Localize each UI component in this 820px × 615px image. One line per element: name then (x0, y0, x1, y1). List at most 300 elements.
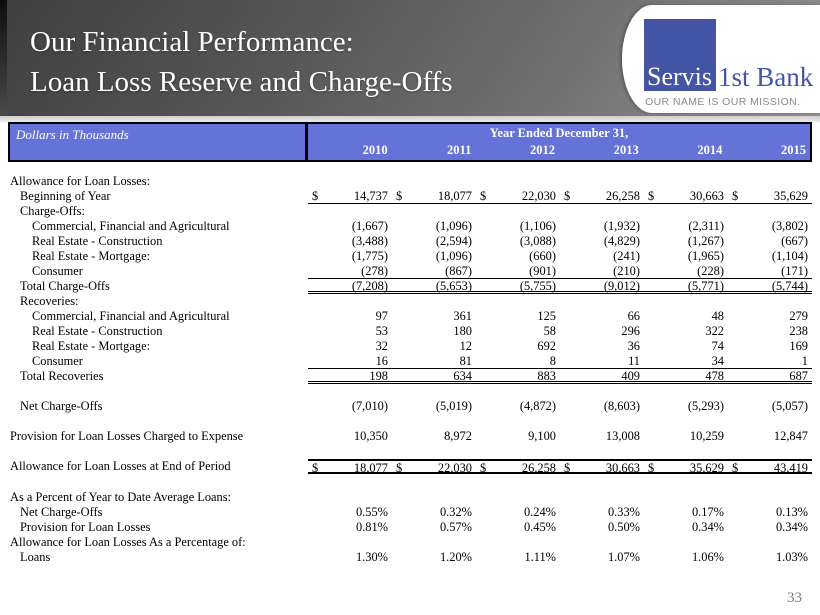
dollar-sign: $ (648, 461, 655, 475)
value-cell (560, 309, 644, 324)
row-label: Beginning of Year (20, 189, 111, 203)
page-number: 33 (787, 590, 802, 606)
value-cell (308, 354, 392, 368)
year-ended-label: Year Ended December 31, (489, 126, 629, 140)
cell-value: 0.17% (691, 505, 724, 519)
cell-value: (8,603) (603, 399, 640, 413)
row-values (308, 505, 812, 520)
title-line-1: Our Financial Performance: (30, 26, 354, 58)
cell-value: 32 (375, 339, 388, 353)
value-cell (728, 249, 812, 264)
value-cell (308, 369, 392, 381)
value-cell (476, 189, 560, 203)
cell-value: (228) (697, 264, 724, 278)
value-cell (392, 550, 476, 565)
value-cell (476, 279, 560, 291)
value-cell (560, 279, 644, 291)
row-label: Real Estate - Construction (32, 324, 163, 338)
value-cell (308, 399, 392, 414)
value-cell (392, 219, 476, 234)
value-cell (476, 354, 560, 368)
logo-panel (622, 5, 820, 113)
cell-value: 634 (453, 369, 472, 383)
table-year-header (308, 124, 810, 160)
cell-value: 279 (789, 309, 808, 323)
cell-value: 180 (453, 324, 472, 338)
year-column-2011: 2011 (447, 143, 472, 157)
row-label: As a Percent of Year to Date Average Loans: (10, 490, 232, 504)
table-row (8, 324, 812, 339)
value-cell (476, 461, 560, 475)
row-values (308, 174, 812, 189)
dollar-sign: $ (396, 461, 403, 475)
value-cell (728, 189, 812, 203)
value-cell (560, 339, 644, 354)
cell-value: 296 (621, 324, 640, 338)
value-cell (560, 354, 644, 368)
table-row (8, 189, 812, 204)
value-cell (560, 505, 644, 520)
cell-value: 0.34% (691, 520, 724, 534)
value-cell (392, 339, 476, 354)
value-cell (560, 324, 644, 339)
value-cell (728, 219, 812, 234)
row-label: Real Estate - Construction (32, 234, 163, 248)
value-cell (644, 354, 728, 368)
row-values (308, 189, 812, 204)
cell-value: (278) (361, 264, 388, 278)
value-cell (728, 339, 812, 354)
table-rows (8, 174, 812, 565)
cell-value: 0.34% (775, 520, 808, 534)
dollar-sign: $ (648, 189, 655, 203)
cell-value: (1,104) (771, 249, 808, 263)
cell-value: (1,267) (687, 234, 724, 248)
value-cell (560, 234, 644, 249)
row-values (308, 324, 812, 339)
cell-value: 16 (375, 354, 388, 368)
value-cell (392, 520, 476, 535)
value-cell (644, 249, 728, 264)
value-cell (476, 324, 560, 339)
value-cell (644, 189, 728, 203)
row-values (308, 249, 812, 264)
cell-value: (867) (445, 264, 472, 278)
value-cell (476, 520, 560, 535)
cell-value: 1.07% (607, 550, 640, 564)
cell-value: (3,802) (771, 219, 808, 233)
table-row (8, 369, 812, 384)
cell-value: 66 (627, 309, 640, 323)
cell-value: 10,259 (689, 429, 724, 443)
cell-value: 0.57% (439, 520, 472, 534)
value-cell (644, 461, 728, 475)
row-values (308, 399, 812, 414)
value-cell (644, 339, 728, 354)
row-label: Net Charge-Offs (20, 399, 103, 413)
cell-value: 11 (628, 354, 640, 368)
row-label: Commercial, Financial and Agricultural (32, 309, 230, 323)
value-cell (644, 234, 728, 249)
cell-value: (1,096) (435, 249, 472, 263)
row-label: Total Charge-Offs (20, 279, 110, 293)
row-label: Commercial, Financial and Agricultural (32, 219, 230, 233)
table-row (8, 354, 812, 369)
row-label: Real Estate - Mortgage: (32, 249, 151, 263)
logo-name-part1: Servis (647, 62, 712, 91)
logo-tagline: OUR NAME IS OUR MISSION. (645, 96, 801, 108)
value-cell (476, 550, 560, 565)
dollar-sign: $ (396, 189, 403, 203)
value-cell (308, 234, 392, 249)
value-cell (560, 550, 644, 565)
cell-value: (5,771) (687, 279, 724, 293)
table-row (8, 219, 812, 234)
table-caption: Dollars in Thousands (10, 124, 308, 160)
year-column-2010: 2010 (362, 143, 388, 157)
value-cell (476, 339, 560, 354)
cell-value: 26,258 (605, 189, 640, 203)
value-cell (560, 461, 644, 475)
cell-value: 0.50% (607, 520, 640, 534)
cell-value: 9,100 (528, 429, 556, 443)
value-cell (728, 324, 812, 339)
table-row (8, 550, 812, 565)
cell-value: (5,019) (435, 399, 472, 413)
table-row (8, 520, 812, 535)
bank-logo (644, 19, 813, 91)
value-cell (644, 520, 728, 535)
cell-value: (2,594) (435, 234, 472, 248)
cell-value: 409 (621, 369, 640, 383)
value-cell (728, 264, 812, 278)
cell-value: (1,965) (687, 249, 724, 263)
value-cell (560, 249, 644, 264)
cell-value: 1.30% (355, 550, 388, 564)
cell-value: 1 (801, 354, 808, 368)
year-column-2013: 2013 (613, 143, 639, 157)
row-label: Real Estate - Mortgage: (32, 339, 151, 353)
row-label: Consumer (32, 354, 83, 368)
value-cell (476, 264, 560, 278)
row-label: Charge-Offs: (20, 204, 85, 218)
cell-value: (1,096) (435, 219, 472, 233)
cell-value: (660) (529, 249, 556, 263)
value-cell (308, 520, 392, 535)
row-values (308, 520, 812, 535)
row-values (308, 294, 812, 309)
cell-value: 35,629 (773, 189, 808, 203)
value-cell (644, 550, 728, 565)
cell-value: 58 (543, 324, 556, 338)
table-row (8, 174, 812, 189)
dollar-sign: $ (732, 461, 739, 475)
value-cell (560, 189, 644, 203)
cell-value: 26,258 (521, 461, 556, 475)
cell-value: 8 (549, 354, 556, 368)
row-values (308, 219, 812, 234)
cell-value: 125 (537, 309, 556, 323)
dollar-sign: $ (480, 189, 487, 203)
value-cell (644, 429, 728, 444)
value-cell (644, 219, 728, 234)
cell-value: 0.81% (355, 520, 388, 534)
value-cell (308, 461, 392, 475)
row-label: Allowance for Loan Losses at End of Period (10, 459, 231, 473)
value-cell (560, 369, 644, 381)
row-label: Allowance for Loan Losses: (10, 174, 151, 188)
row-values (308, 535, 812, 550)
page-title (30, 22, 453, 102)
table-spacer (8, 444, 812, 459)
value-cell (392, 505, 476, 520)
table-spacer (8, 474, 812, 490)
value-cell (476, 505, 560, 520)
row-label: Consumer (32, 264, 83, 278)
table-spacer (8, 384, 812, 399)
cell-value: (210) (613, 264, 640, 278)
value-cell (392, 354, 476, 368)
cell-value: (667) (781, 234, 808, 248)
value-cell (308, 189, 392, 203)
row-label: Net Charge-Offs (20, 505, 103, 519)
value-cell (728, 309, 812, 324)
value-cell (728, 505, 812, 520)
cell-value: 169 (789, 339, 808, 353)
row-values (308, 264, 812, 279)
cell-value: 687 (789, 369, 808, 383)
cell-value: 478 (705, 369, 724, 383)
value-cell (476, 309, 560, 324)
table-row (8, 234, 812, 249)
table-row (8, 490, 812, 505)
year-column-2012: 2012 (530, 143, 556, 157)
cell-value: 18,077 (437, 189, 472, 203)
cell-value: (5,755) (519, 279, 556, 293)
row-label: Loans (20, 550, 51, 564)
cell-value: 48 (711, 309, 724, 323)
dollar-sign: $ (732, 189, 739, 203)
dollar-sign: $ (312, 461, 319, 475)
cell-value: 53 (375, 324, 388, 338)
cell-value: (5,057) (771, 399, 808, 413)
value-cell (644, 264, 728, 278)
cell-value: 0.32% (439, 505, 472, 519)
cell-value: 0.13% (775, 505, 808, 519)
cell-value: 30,663 (605, 461, 640, 475)
year-column-2014: 2014 (697, 143, 723, 157)
table-header (8, 122, 812, 162)
cell-value: (1,106) (519, 219, 556, 233)
value-cell (560, 520, 644, 535)
cell-value: (241) (613, 249, 640, 263)
value-cell (308, 219, 392, 234)
value-cell (476, 369, 560, 381)
value-cell (308, 324, 392, 339)
value-cell (644, 505, 728, 520)
value-cell (728, 429, 812, 444)
row-values (308, 550, 812, 565)
value-cell (560, 399, 644, 414)
table-row (8, 459, 812, 474)
cell-value: 1.20% (439, 550, 472, 564)
value-cell (476, 399, 560, 414)
table-spacer (8, 414, 812, 429)
cell-value: 0.33% (607, 505, 640, 519)
cell-value: 12 (459, 339, 472, 353)
cell-value: 35,629 (689, 461, 724, 475)
cell-value: 1.06% (691, 550, 724, 564)
cell-value: 97 (375, 309, 388, 323)
year-columns (308, 141, 810, 160)
cell-value: 1.03% (775, 550, 808, 564)
logo-square-icon (644, 19, 716, 91)
dollar-sign: $ (564, 461, 571, 475)
value-cell (392, 189, 476, 203)
value-cell (476, 429, 560, 444)
cell-value: 13,008 (605, 429, 640, 443)
value-cell (728, 354, 812, 368)
value-cell (308, 339, 392, 354)
value-cell (392, 279, 476, 291)
value-cell (392, 369, 476, 381)
value-cell (308, 249, 392, 264)
value-cell (728, 279, 812, 291)
cell-value: 30,663 (689, 189, 724, 203)
cell-value: (5,653) (435, 279, 472, 293)
cell-value: 43,419 (773, 461, 808, 475)
cell-value: 0.45% (523, 520, 556, 534)
cell-value: (3,088) (519, 234, 556, 248)
table-row (8, 399, 812, 414)
cell-value: 322 (705, 324, 724, 338)
value-cell (392, 429, 476, 444)
row-label: Allowance for Loan Losses As a Percentage of: (10, 535, 246, 549)
cell-value: 0.55% (355, 505, 388, 519)
value-cell (644, 369, 728, 381)
value-cell (392, 324, 476, 339)
row-values (308, 279, 812, 294)
value-cell (308, 550, 392, 565)
row-label: Total Recoveries (20, 369, 104, 383)
table-row (8, 279, 812, 294)
value-cell (392, 461, 476, 475)
cell-value: (9,012) (603, 279, 640, 293)
row-values (308, 204, 812, 219)
cell-value: (1,775) (351, 249, 388, 263)
value-cell (392, 234, 476, 249)
cell-value: (1,932) (603, 219, 640, 233)
value-cell (392, 249, 476, 264)
year-column-2015: 2015 (781, 143, 807, 157)
cell-value: 81 (459, 354, 472, 368)
value-cell (392, 264, 476, 278)
value-cell (728, 369, 812, 381)
cell-value: 74 (711, 339, 724, 353)
cell-value: (5,293) (687, 399, 724, 413)
value-cell (644, 309, 728, 324)
value-cell (728, 399, 812, 414)
cell-value: (7,208) (351, 279, 388, 293)
cell-value: 238 (789, 324, 808, 338)
row-values (308, 490, 812, 505)
row-label: Recoveries: (20, 294, 79, 308)
row-values (308, 429, 812, 444)
cell-value: 883 (537, 369, 556, 383)
cell-value: (7,010) (351, 399, 388, 413)
cell-value: 18,077 (353, 461, 388, 475)
row-label: Provision for Loan Losses Charged to Expense (10, 429, 244, 443)
table-row (8, 429, 812, 444)
cell-value: 36 (627, 339, 640, 353)
logo-name-part2: 1st Bank (718, 62, 814, 92)
dollar-sign: $ (312, 189, 319, 203)
table-row (8, 204, 812, 219)
cell-value: 0.24% (523, 505, 556, 519)
cell-value: 361 (453, 309, 472, 323)
value-cell (392, 309, 476, 324)
value-cell (308, 505, 392, 520)
value-cell (308, 309, 392, 324)
cell-value: 22,030 (521, 189, 556, 203)
table-row (8, 264, 812, 279)
row-values (308, 369, 812, 384)
row-values (308, 354, 812, 369)
value-cell (308, 279, 392, 291)
cell-value: (3,488) (351, 234, 388, 248)
table-row (8, 339, 812, 354)
cell-value: 12,847 (773, 429, 808, 443)
value-cell (728, 520, 812, 535)
cell-value: (4,872) (519, 399, 556, 413)
value-cell (644, 399, 728, 414)
table-row (8, 294, 812, 309)
title-band (0, 0, 820, 116)
table-row (8, 505, 812, 520)
row-label: Provision for Loan Losses (20, 520, 151, 534)
dollar-sign: $ (564, 189, 571, 203)
value-cell (644, 324, 728, 339)
cell-value: 198 (369, 369, 388, 383)
cell-value: (1,667) (351, 219, 388, 233)
value-cell (392, 399, 476, 414)
cell-value: 1.11% (524, 550, 556, 564)
cell-value: 22,030 (437, 461, 472, 475)
value-cell (308, 429, 392, 444)
value-cell (728, 234, 812, 249)
cell-value: (171) (781, 264, 808, 278)
cell-value: (2,311) (688, 219, 724, 233)
cell-value: (5,744) (771, 279, 808, 293)
cell-value: 692 (537, 339, 556, 353)
row-values (308, 339, 812, 354)
table-row (8, 249, 812, 264)
table-row (8, 535, 812, 550)
value-cell (476, 219, 560, 234)
value-cell (308, 264, 392, 278)
table-row (8, 309, 812, 324)
row-values (308, 234, 812, 249)
value-cell (560, 219, 644, 234)
row-values (308, 309, 812, 324)
cell-value: (4,829) (603, 234, 640, 248)
dollar-sign: $ (480, 461, 487, 475)
cell-value: 34 (711, 354, 724, 368)
value-cell (476, 234, 560, 249)
row-values (308, 459, 812, 474)
cell-value: 8,972 (444, 429, 472, 443)
cell-value: 10,350 (353, 429, 388, 443)
